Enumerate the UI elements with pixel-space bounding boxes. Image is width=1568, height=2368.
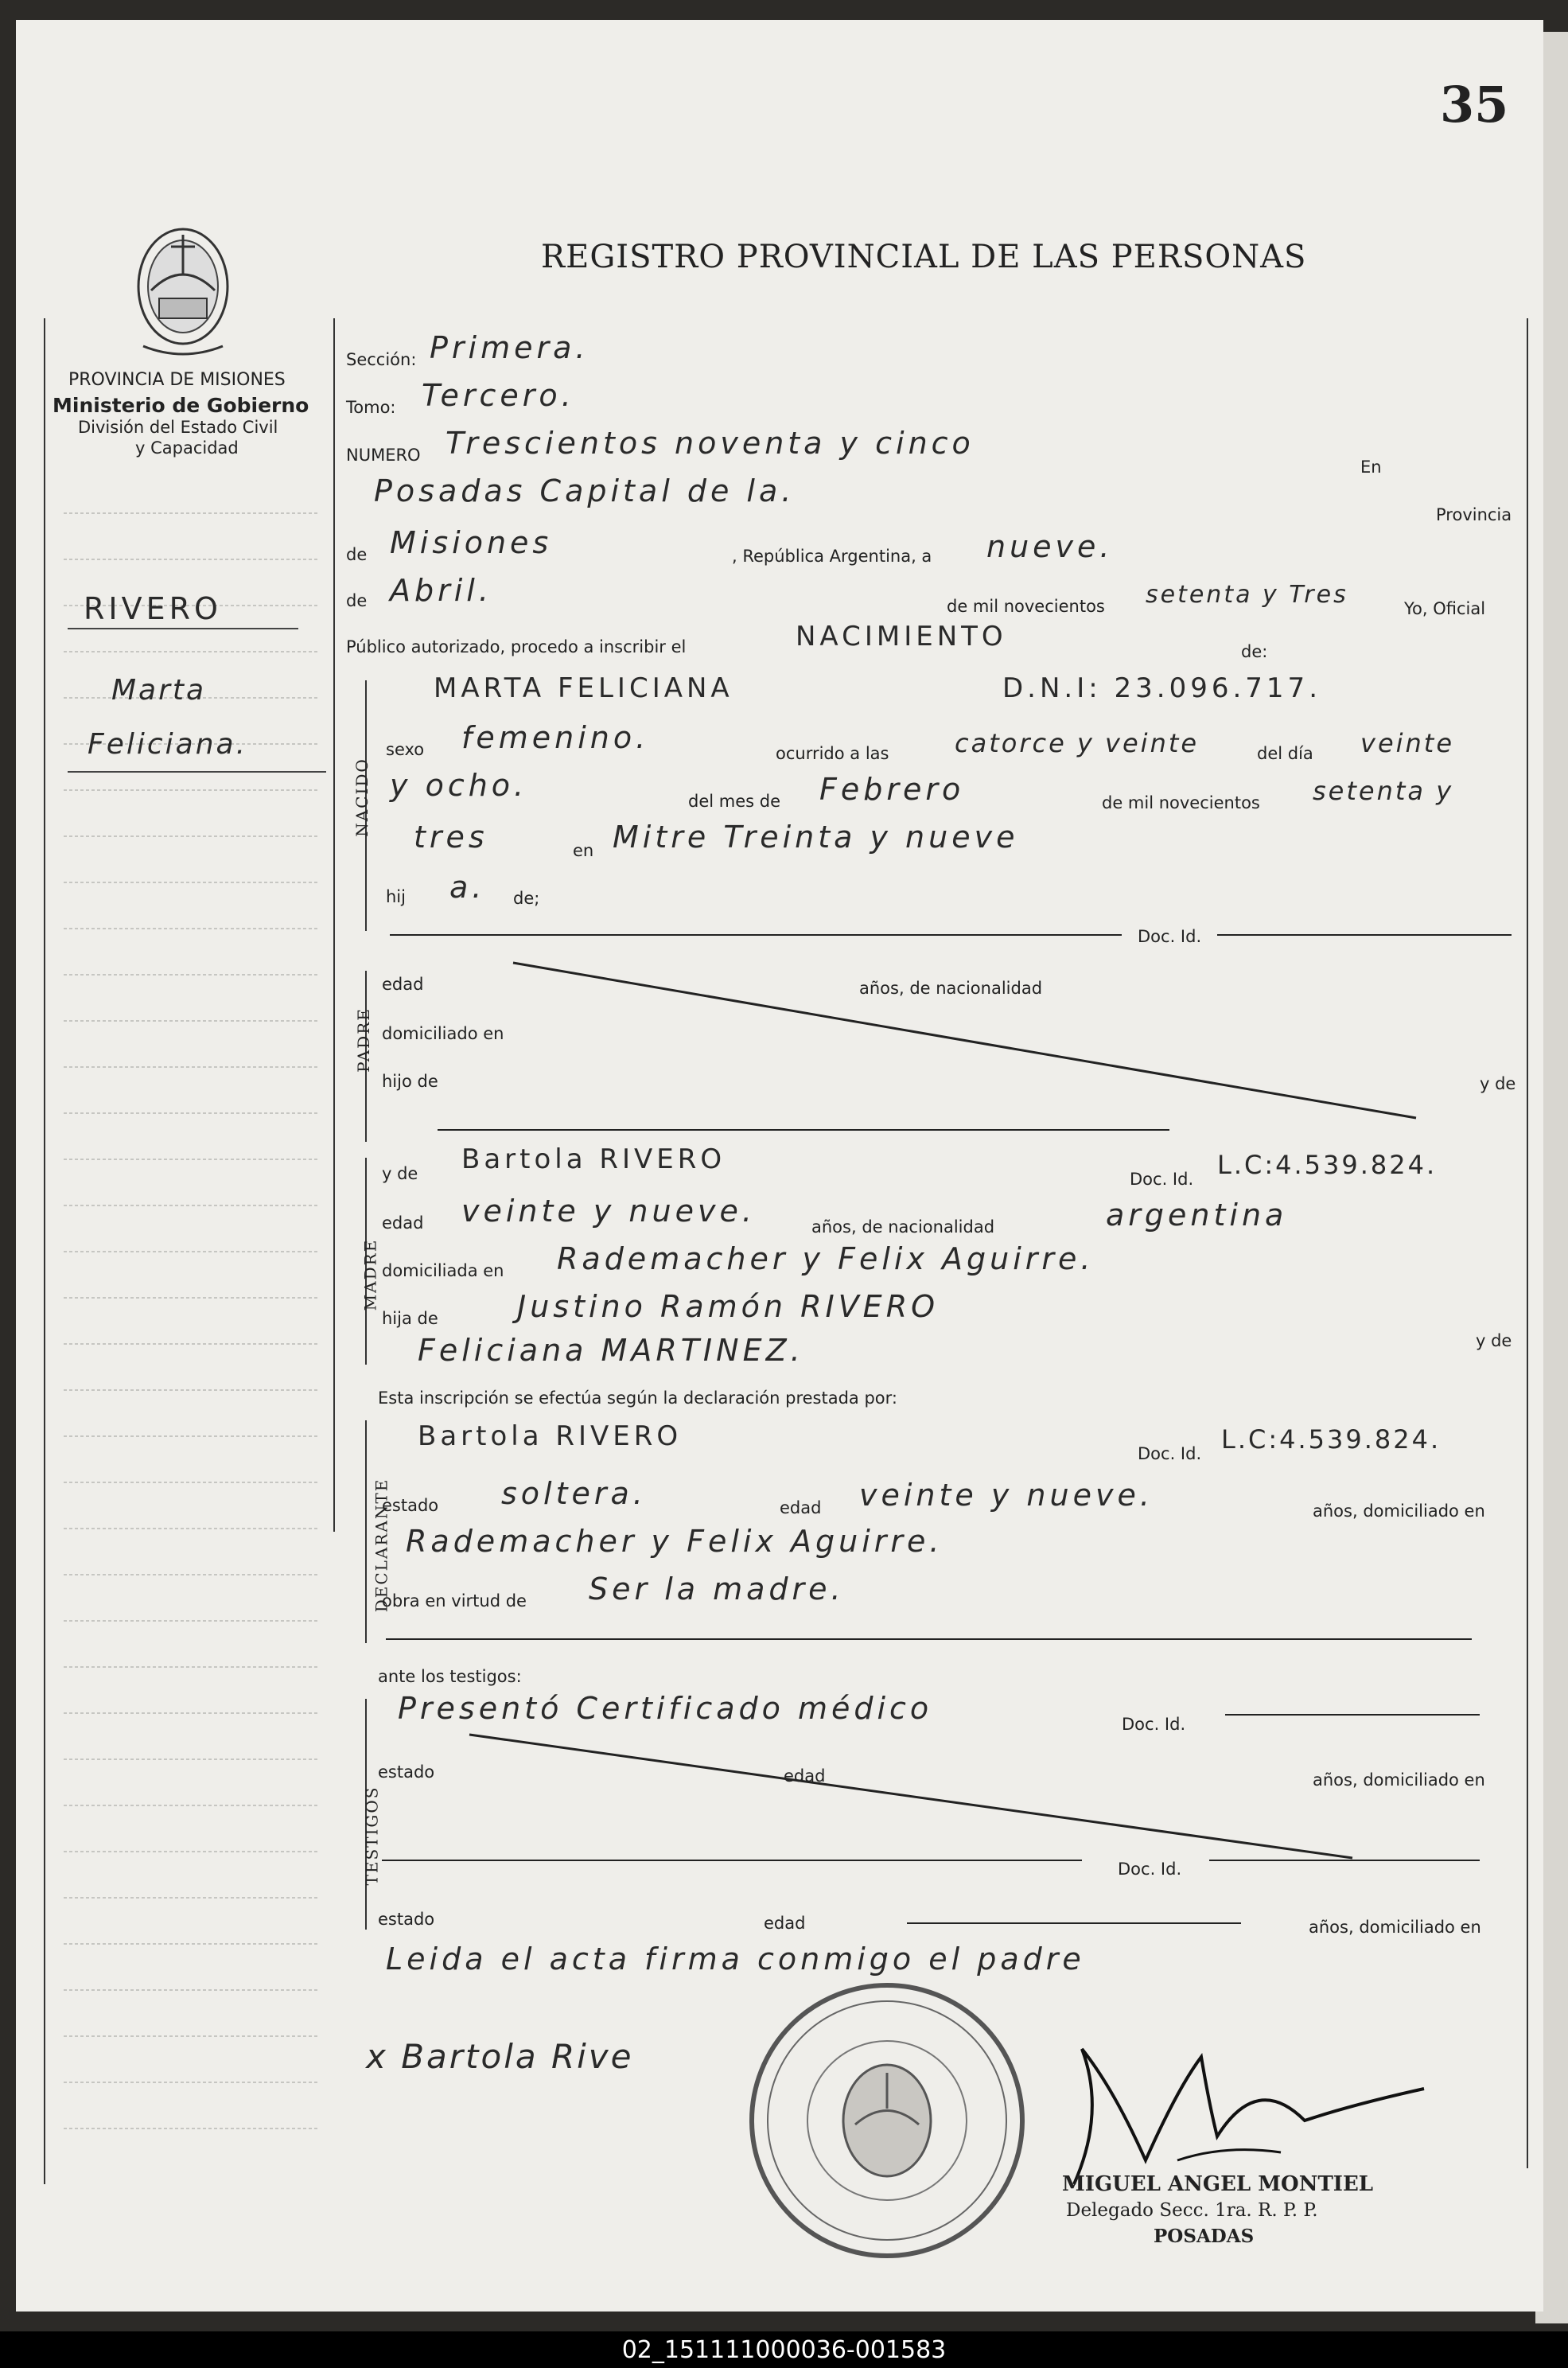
label-y-de-madre: y de <box>382 1164 418 1183</box>
label-yo-oficial: Yo, Oficial <box>1404 599 1486 618</box>
label-de-colon: de: <box>1241 642 1268 661</box>
side-tag-padre: PADRE <box>353 1007 373 1073</box>
label-anos-dom-testigo1: años, domiciliado en <box>1313 1770 1485 1790</box>
dia-nac-cont-value: y ocho. <box>390 768 528 803</box>
dia-value: nueve. <box>986 529 1114 564</box>
anio-value: setenta y Tres <box>1146 581 1348 609</box>
side-tag-testigos: TESTIGOS <box>362 1786 382 1886</box>
label-estado-testigo2: estado <box>378 1910 435 1929</box>
label-provincia: Provincia <box>1436 505 1512 524</box>
lugar-nac-value: Mitre Treinta y nueve <box>613 820 1019 855</box>
mes-value: Abril. <box>390 573 492 608</box>
hora-value: catorce y veinte <box>955 728 1200 758</box>
anio-nac-cont-value: tres <box>414 820 488 855</box>
lugar-value: Posadas Capital de la. <box>374 473 796 508</box>
label-republica: , República Argentina, a <box>732 547 932 566</box>
label-domiciliada: domiciliada en <box>382 1261 504 1280</box>
label-anos-dom-declarante: años, domiciliado en <box>1313 1501 1485 1521</box>
madre-edad-value: veinte y nueve. <box>461 1194 756 1229</box>
madre-nacionalidad-value: argentina <box>1106 1198 1288 1233</box>
label-anos-nac-padre: años, de nacionalidad <box>859 979 1043 998</box>
tomo-value: Tercero. <box>422 378 575 413</box>
label-de-2: de <box>346 591 368 610</box>
label-de-1: de <box>346 545 368 564</box>
label-edad-declarante: edad <box>780 1498 822 1517</box>
label-edad-testigo2: edad <box>764 1914 806 1933</box>
label-y-de-madre2: y de <box>1476 1331 1512 1350</box>
nombre-value: MARTA FELICIANA <box>434 672 733 704</box>
madre-padre-value: Justino Ramón RIVERO <box>517 1289 940 1324</box>
cierre-firma-value: x Bartola Rive <box>366 2037 634 2076</box>
label-hijo-de: hijo de <box>382 1072 438 1091</box>
label-domiciliado-padre: domiciliado en <box>382 1024 504 1043</box>
testigos-nota-value: Presentó Certificado médico <box>398 1691 933 1726</box>
label-doc-id-testigo1: Doc. Id. <box>1122 1715 1186 1734</box>
hij-suffix-value: a. <box>449 870 486 905</box>
label-hij: hij <box>386 887 406 906</box>
margin-first-name: Marta <box>111 674 207 707</box>
label-de-mil-nov: de mil novecientos <box>1102 793 1260 812</box>
declarante-nombre-value: Bartola RIVERO <box>418 1420 683 1452</box>
margin-second-name: Feliciana. <box>88 728 248 761</box>
label-testigos: ante los testigos: <box>378 1667 522 1686</box>
label-estado-declarante: estado <box>382 1496 439 1515</box>
label-edad-testigo1: edad <box>784 1766 826 1786</box>
officer-role: Delegado Secc. 1ra. R. P. P. <box>1066 2200 1318 2221</box>
anio-nac-value: setenta y <box>1313 776 1454 806</box>
label-obra: obra en virtud de <box>382 1591 527 1610</box>
official-round-stamp <box>736 1969 1038 2272</box>
label-doc-id-madre: Doc. Id. <box>1130 1170 1194 1189</box>
label-anos-nac-madre: años, de nacionalidad <box>811 1217 995 1237</box>
declarante-edad-value: veinte y nueve. <box>859 1478 1154 1513</box>
declarante-domicilio-value: Rademacher y Felix Aguirre. <box>406 1524 944 1559</box>
madre-nombre-value: Bartola RIVERO <box>461 1143 726 1175</box>
margin-surname: RIVERO <box>84 591 222 626</box>
header-province: PROVINCIA DE MISIONES <box>68 370 286 390</box>
officer-city: POSADAS <box>1154 2226 1255 2247</box>
label-en: En <box>1360 458 1382 477</box>
madre-madre-value: Feliciana MARTINEZ. <box>418 1333 804 1368</box>
madre-doc-value: L.C:4.539.824. <box>1217 1150 1438 1180</box>
label-doc-id-testigo2: Doc. Id. <box>1118 1860 1182 1879</box>
label-numero: NUMERO <box>346 446 421 465</box>
label-seccion: Sección: <box>346 350 417 369</box>
label-tomo: Tomo: <box>346 398 396 417</box>
label-en-lugar: en <box>573 841 594 860</box>
label-del-mes: del mes de <box>688 792 781 811</box>
header-division: División del Estado Civil <box>78 418 278 437</box>
mes-nac-value: Febrero <box>819 772 965 807</box>
label-publico: Público autorizado, procedo a inscribir el <box>346 637 687 656</box>
certificate-page <box>16 20 1543 2312</box>
page-title: REGISTRO PROVINCIAL DE LAS PERSONAS <box>541 239 1307 275</box>
label-de-semi: de; <box>513 889 540 908</box>
footer-image-id: 02_151111000036-001583 <box>621 2336 947 2364</box>
declarante-estado-value: soltera. <box>501 1476 647 1511</box>
header-ministry: Ministerio de Gobierno <box>53 394 309 417</box>
officer-name: MIGUEL ANGEL MONTIEL <box>1062 2172 1374 2196</box>
label-del-dia: del día <box>1257 744 1313 763</box>
cierre-lectura-value: Leida el acta firma conmigo el padre <box>386 1942 1085 1977</box>
declarante-obra-value: Ser la madre. <box>589 1572 845 1607</box>
label-sexo: sexo <box>386 740 425 759</box>
page-number: 35 <box>1440 76 1509 134</box>
side-tag-madre: MADRE <box>360 1238 380 1311</box>
label-doc-id-1: Doc. Id. <box>1138 927 1202 946</box>
dni-value: D.N.I: 23.096.717. <box>1002 672 1321 704</box>
province-coat-of-arms-icon <box>127 211 239 362</box>
label-estado-testigo1: estado <box>378 1762 435 1782</box>
label-edad-padre: edad <box>382 975 424 994</box>
numero-value: Trescientos noventa y cinco <box>445 426 975 461</box>
label-doc-id-declarante: Doc. Id. <box>1138 1444 1202 1463</box>
side-tag-declarante: DECLARANTE <box>372 1478 391 1613</box>
label-edad-madre: edad <box>382 1213 424 1233</box>
header-division-2: y Capacidad <box>135 438 239 458</box>
label-y-de-padre: y de <box>1480 1074 1516 1093</box>
provincia-value: Misiones <box>390 525 553 560</box>
label-declaracion: Esta inscripción se efectúa según la declaración prestada por: <box>378 1388 897 1408</box>
label-hija-de: hija de <box>382 1309 438 1328</box>
dia-nac-value: veinte <box>1360 728 1455 758</box>
seccion-value: Primera. <box>430 330 589 365</box>
label-de-mil: de mil novecientos <box>947 597 1105 616</box>
acto-value: NACIMIENTO <box>796 621 1007 652</box>
label-anos-dom-testigo2: años, domiciliado en <box>1309 1918 1481 1937</box>
side-tag-nacido: NACIDO <box>352 758 372 837</box>
declarante-doc-value: L.C:4.539.824. <box>1221 1424 1442 1455</box>
label-ocurrido: ocurrido a las <box>776 744 889 763</box>
madre-domicilio-value: Rademacher y Felix Aguirre. <box>557 1241 1095 1276</box>
sexo-value: femenino. <box>461 720 650 755</box>
